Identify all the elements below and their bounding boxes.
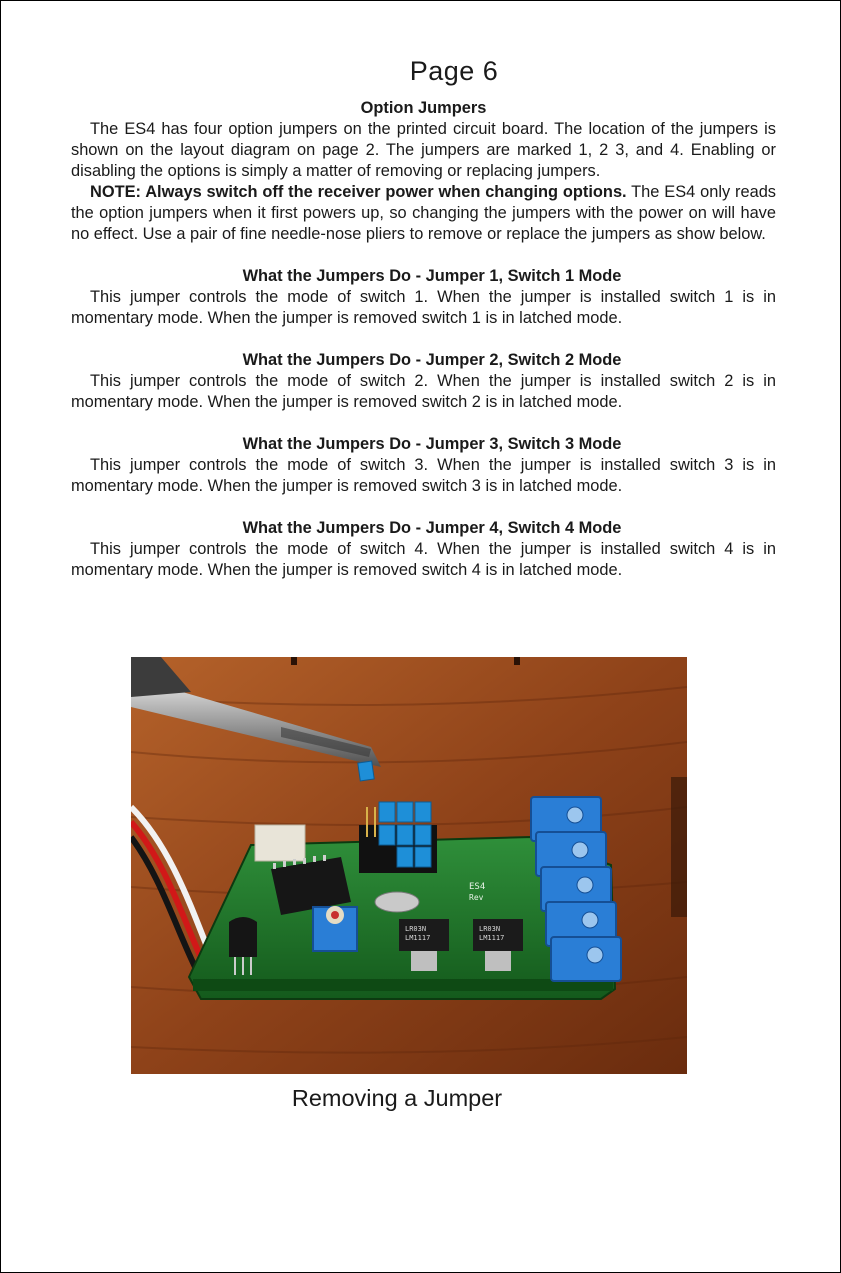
jumper-3-heading: What the Jumpers Do - Jumper 3, Switch 3 Mode — [242, 435, 622, 453]
photo-caption: Removing a Jumper — [291, 1085, 503, 1111]
note-bold-text: NOTE: Always switch off the receiver power when changing options. — [90, 183, 627, 201]
jumper-3-text: This jumper controls the mode of switch 3. When the jumper is installed switch 3 is in momentary mode. When the jumper is removed switch 3 is in latched mode. — [71, 456, 776, 495]
note-body-text: The ES4 only reads the option jumpers when it first powers up, so changing the jumpers with the power on will have no effect. Use a pair of fine needle-nose pliers to remove or replace the jumpers as show below. — [71, 183, 777, 243]
board-model-label: ES4 — [469, 882, 486, 892]
jumper-4-text: This jumper controls the mode of switch 4. When the jumper is installed switch 4 is in momentary mode. When the jumper is removed switch 4 is in latched mode. — [71, 540, 776, 579]
regulator-1-part: LM1117 — [405, 934, 431, 942]
jumper-1-text: This jumper controls the mode of switch 1. When the jumper is installed switch 1 is in momentary mode. When the jumper is removed switch 1 is in latched mode. — [71, 288, 776, 327]
jumper-2-heading: What the Jumpers Do - Jumper 2, Switch 2 Mode — [242, 351, 622, 369]
regulator-2-mark: LR03N — [479, 925, 501, 933]
jumper-2-text: This jumper controls the mode of switch 2. When the jumper is installed switch 2 is in momentary mode. When the jumper is removed switch 2 is in latched mode. — [71, 372, 776, 411]
page-title: Page 6 — [409, 56, 499, 86]
jumper-removal-photo — [131, 657, 687, 1074]
note-paragraph — [71, 182, 776, 245]
jumper-4-heading: What the Jumpers Do - Jumper 4, Switch 4 Mode — [242, 519, 622, 537]
regulator-1-mark: LR03N — [405, 925, 427, 933]
page-content — [71, 98, 776, 581]
intro-paragraph: The ES4 has four option jumpers on the printed circuit board. The location of the jumpers is shown on the layout diagram on page 2. The jumpers are marked 1, 2 3, and 4. Enabling or disabling the options is simply a matter of removing or replacing jumpers. — [71, 120, 776, 180]
regulator-2-part: LM1117 — [479, 934, 505, 942]
jumper-1-heading: What the Jumpers Do - Jumper 1, Switch 1 Mode — [242, 267, 622, 285]
section-heading: Option Jumpers — [360, 99, 487, 117]
board-rev-label: Rev — [469, 893, 484, 902]
